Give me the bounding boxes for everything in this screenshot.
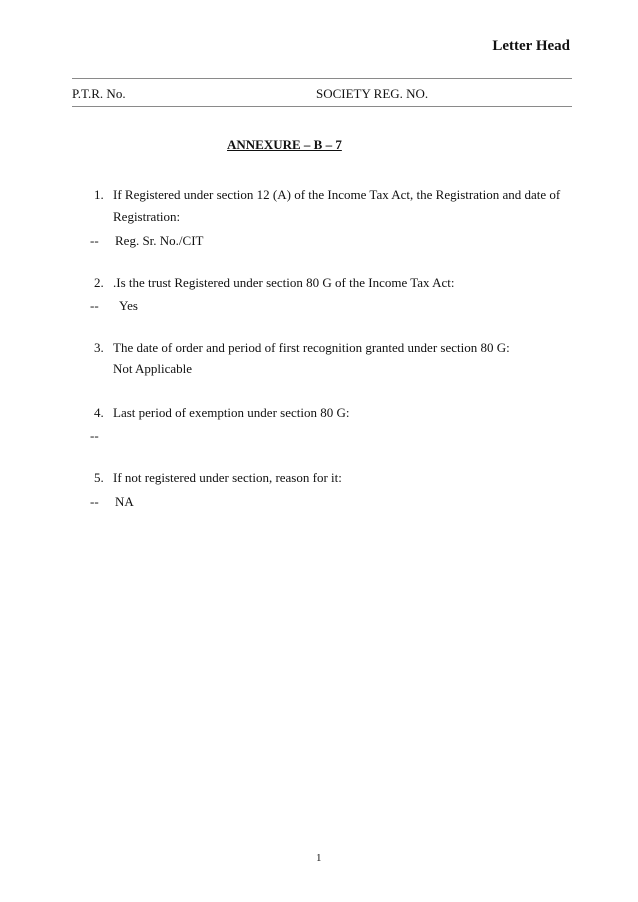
item-answer: Reg. Sr. No./CIT (115, 233, 204, 248)
item-number: 2. (94, 275, 104, 290)
answer-dash: -- (90, 428, 99, 443)
ptr-no-label: P.T.R. No. (72, 86, 126, 101)
answer-dash: -- (90, 494, 99, 509)
item-answer: Not Applicable (113, 361, 193, 376)
document-title: ANNEXURE – B – 7 (227, 137, 342, 152)
item-question-line: If not registered under section, reason for it: (113, 470, 342, 485)
society-reg-no-label: SOCIETY REG. NO. (316, 86, 429, 101)
item-question-line: Last period of exemption under section 80 G: (113, 405, 350, 420)
item-question-line: .Is the trust Registered under section 80 G of the Income Tax Act: (113, 275, 455, 290)
item-number: 4. (94, 405, 104, 420)
item-number: 3. (94, 340, 104, 355)
item-question-line: The date of order and period of first recognition granted under section 80 G: (113, 340, 510, 355)
page-number: 1 (316, 852, 322, 864)
item-question-line: If Registered under section 12 (A) of the Income Tax Act, the Registration and date of (113, 187, 561, 202)
item-answer: NA (115, 494, 134, 509)
answer-dash: -- (90, 298, 99, 313)
header-bottom-rule (72, 106, 572, 107)
answer-dash: -- (90, 233, 99, 248)
letter-head-label: Letter Head (492, 38, 570, 54)
item-number: 5. (94, 470, 104, 485)
item-number: 1. (94, 187, 104, 202)
item-question-line: Registration: (113, 209, 181, 224)
item-answer: Yes (119, 298, 138, 313)
header-top-rule (72, 78, 572, 79)
